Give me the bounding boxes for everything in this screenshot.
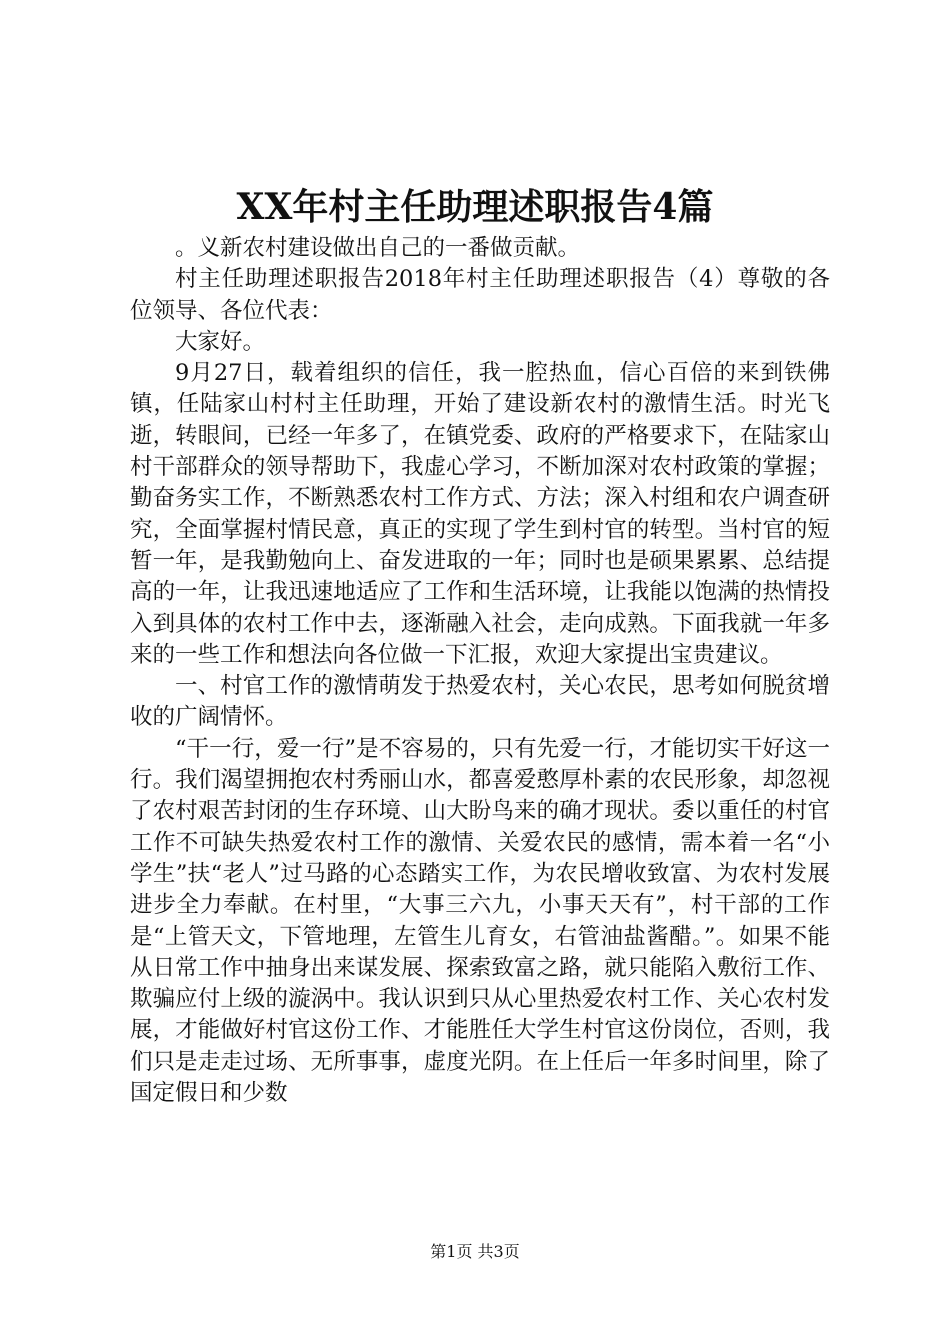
paragraph: “干一行，爱一行”是不容易的，只有先爱一行，才能切实干好这一行。我们渴望拥抱农村秀丽山水，都喜爱憨厚朴素的农民形象，却忽视了农村艰苦封闭的生存环境、山大盼鸟来的确才现状。委以重任的村官工作不可缺失热爱农村工作的激情、关爱农民的感情，需本着一名“小学生”扶“老人”过马路的心态踏实工作，为农民增收致富、为农村发展进步全力奉献。在村里，“大事三六九，小事天天有”，村干部的工作是“上管天文，下管地理，左管生儿育女，右管油盐酱醋。”。如果不能从日常工作中抽身出来谋发展、探索致富之路，就只能陷入敷衍工作、欺骗应付上级的漩涡中。我认识到只从心里热爱农村工作、关心农村发展，才能做好村官这份工作、才能胜任大学生村官这份岗位，否则，我们只是走走过场、无所事事，虚度光阴。在上任后一年多时间里，除了国定假日和少数 — [130, 735, 830, 1107]
page-footer: 第1页 共3页 — [430, 1242, 520, 1261]
paragraph: 大家好。 — [175, 328, 266, 355]
paragraph: 村主任助理述职报告2018年村主任助理述职报告（4）尊敬的各位领导、各位代表： — [130, 266, 830, 324]
paragraph: 。义新农村建设做出自己的一番做贡献。 — [175, 235, 581, 261]
document-title: XX年村主任助理述职报告4篇 — [236, 186, 714, 228]
paragraph: 一、村官工作的激情萌发于热爱农村，关心农民，思考如何脱贫增收的广阔情怀。 — [130, 673, 830, 731]
paragraph: 9月27日，载着组织的信任，我一腔热血，信心百倍的来到铁佛镇，任陆家山村村主任助理，开始了建设新农村的激情生活。时光飞逝，转眼间，已经一年多了，在镇党委、政府的严格要求下，在陆家山村干部群众的领导帮助下，我虚心学习，不断加深对农村政策的掌握；勤奋务实工作，不断熟悉农村工作方式、方法；深入村组和农户调查研究，全面掌握村情民意，真正的实现了学生到村官的转型。当村官的短暂一年，是我勤勉向上、奋发进取的一年；同时也是硕果累累、总结提高的一年，让我迅速地适应了工作和生活环境，让我能以饱满的热情投入到具体的农村工作中去，逐渐融入社会，走向成熟。下面我就一年多来的一些工作和想法向各位做一下汇报，欢迎大家提出宝贵建议。 — [130, 360, 830, 668]
document-body — [130, 233, 830, 1109]
